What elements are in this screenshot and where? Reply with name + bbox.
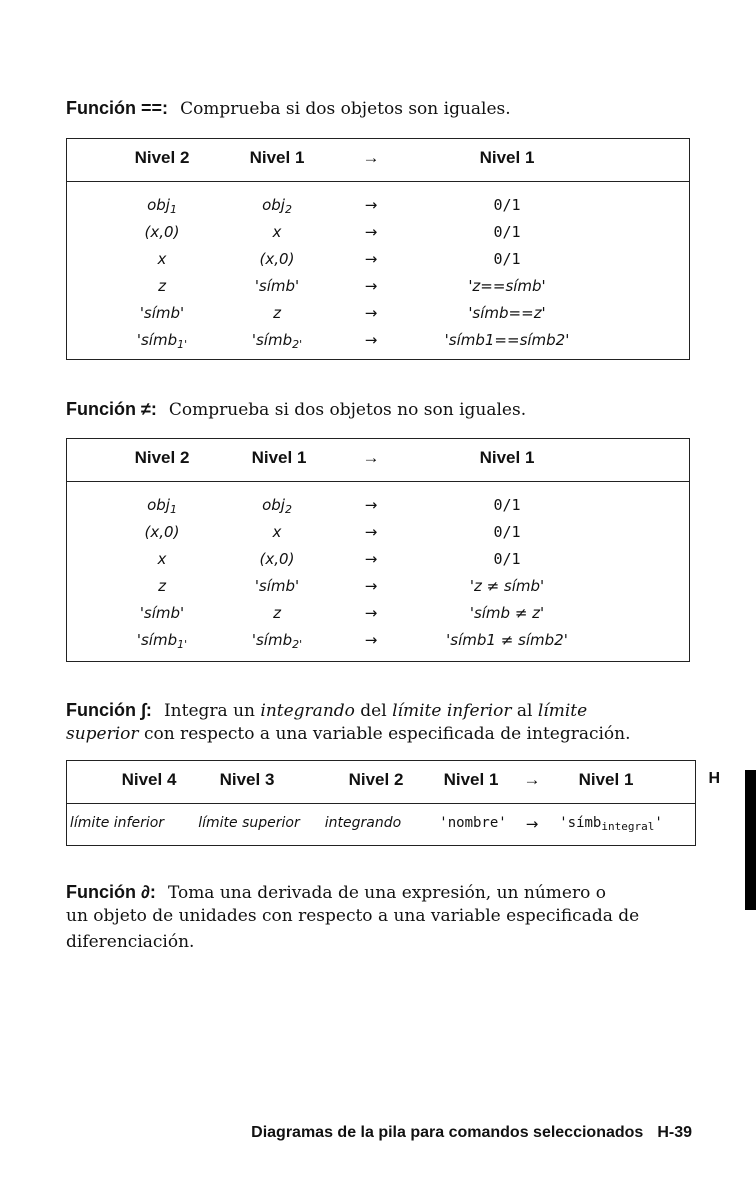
header-cell: Nivel 1 [479,448,535,467]
cell-level1: 'símb' [254,277,300,295]
arrow-icon: → [364,550,378,568]
section-equal-label: Función ==: [66,98,169,118]
cell-level1: z [273,304,281,322]
cell-level1: 'símb$_{2'}$ [251,331,303,351]
cell-level1: x [272,523,282,541]
arrow-icon: → [364,304,378,322]
cell-level2: z [158,277,166,295]
header-cell: Nivel 1 [443,770,499,789]
header-cell: Nivel 2 [134,148,190,167]
cell-level2: (x,0) [144,223,180,241]
footer-title: Diagramas de la pila para comandos seleccionados [251,1124,644,1141]
section-equal-heading [66,96,511,121]
section-tab-letter: H [708,770,720,787]
arrow-icon: → [523,770,541,789]
cell-result: 0/1 [493,196,521,214]
section-derivative-label: Función ∂: [66,882,156,902]
cell-level2: 'símb$_{1'}$ [136,331,188,351]
arrow-icon: → [364,250,378,268]
section-integral-label: Función ∫: [66,700,152,720]
section-integral-desc: Integra un integrando del límite inferior al límite [163,701,588,721]
header-cell: Nivel 2 [134,448,190,467]
cell-level2: (x,0) [144,523,180,541]
section-integral-desc-line2: superior con respecto a una variable especificada de integración. [66,724,631,744]
cell-level1: (x,0) [259,550,295,568]
page-footer [251,1124,692,1142]
table-header [67,761,695,804]
cell-result: 'z==símb' [468,277,546,295]
section-derivative-desc: Toma una derivada de una expresión, un número o [167,883,606,903]
cell-level2: x [157,550,167,568]
cell-level1: z [273,604,281,622]
section-notequal-label: Función ≠: [66,399,157,419]
header-cell: Nivel 1 [249,148,305,167]
cell-level1: (x,0) [259,250,295,268]
cell-level1: 'símb$_{2'}$ [251,631,303,651]
arrow-icon: → [364,277,378,295]
arrow-icon: → [364,496,378,514]
arrow-icon: → [364,577,378,595]
cell-level2: 'símb$_{1'}$ [136,631,188,651]
stack-table-equal [66,138,690,360]
cell-result: 0/1 [493,496,521,514]
header-cell: Nivel 1 [578,770,634,789]
cell-result: 'símb ≠ z' [469,604,545,622]
section-integral-heading [66,698,587,723]
cell-limite-superior: límite superior [198,815,300,831]
cell-limite-inferior: límite inferior [69,815,165,831]
cell-level2: z [158,577,166,595]
section-notequal-heading [66,397,526,422]
header-cell: Nivel 1 [479,148,535,167]
header-cell: Nivel 1 [251,448,307,467]
section-equal-desc: Comprueba si dos objetos son iguales. [180,99,511,119]
thumb-tab-bar [745,770,756,910]
stack-table-integral [66,760,696,846]
arrow-icon: → [362,448,380,467]
stack-table-notequal [66,438,690,662]
cell-simb-integral: 'símb$_{integral}$' [559,815,663,833]
cell-level1: x [272,223,282,241]
arrow-icon: → [525,815,539,833]
cell-level1: 'símb' [254,577,300,595]
cell-level1: obj$_2$ [262,496,292,516]
cell-level2: 'símb' [139,604,185,622]
header-cell: Nivel 2 [348,770,404,789]
section-derivative-desc-line2: un objeto de unidades con respecto a una variable especificada de [66,906,640,926]
cell-level2: obj$_1$ [147,196,177,216]
cell-level2: 'símb' [139,304,185,322]
cell-result: 'símb==z' [468,304,546,322]
arrow-icon: → [364,196,378,214]
cell-result: 0/1 [493,223,521,241]
table-header [67,439,689,482]
arrow-icon: → [364,604,378,622]
cell-level1: obj$_2$ [262,196,292,216]
cell-result: 0/1 [493,250,521,268]
header-cell: Nivel 4 [121,770,177,789]
cell-result: 0/1 [493,550,521,568]
arrow-icon: → [364,631,378,649]
arrow-icon: → [364,523,378,541]
cell-integrando: integrando [324,815,402,831]
page-number: H-39 [657,1124,692,1141]
table-header [67,139,689,182]
cell-level2: obj$_1$ [147,496,177,516]
section-notequal-desc: Comprueba si dos objetos no son iguales. [168,400,527,420]
cell-result: 'símb1==símb2' [444,331,570,349]
cell-result: 'z ≠ símb' [469,577,545,595]
header-cell: Nivel 3 [219,770,275,789]
cell-nombre: 'nombre' [439,815,507,831]
arrow-icon: → [362,148,380,167]
section-derivative-desc-line3: diferenciación. [66,932,195,952]
cell-result: 'símb1 ≠ símb2' [446,631,568,649]
arrow-icon: → [364,223,378,241]
cell-level2: x [157,250,167,268]
arrow-icon: → [364,331,378,349]
cell-result: 0/1 [493,523,521,541]
section-derivative-heading [66,880,606,905]
